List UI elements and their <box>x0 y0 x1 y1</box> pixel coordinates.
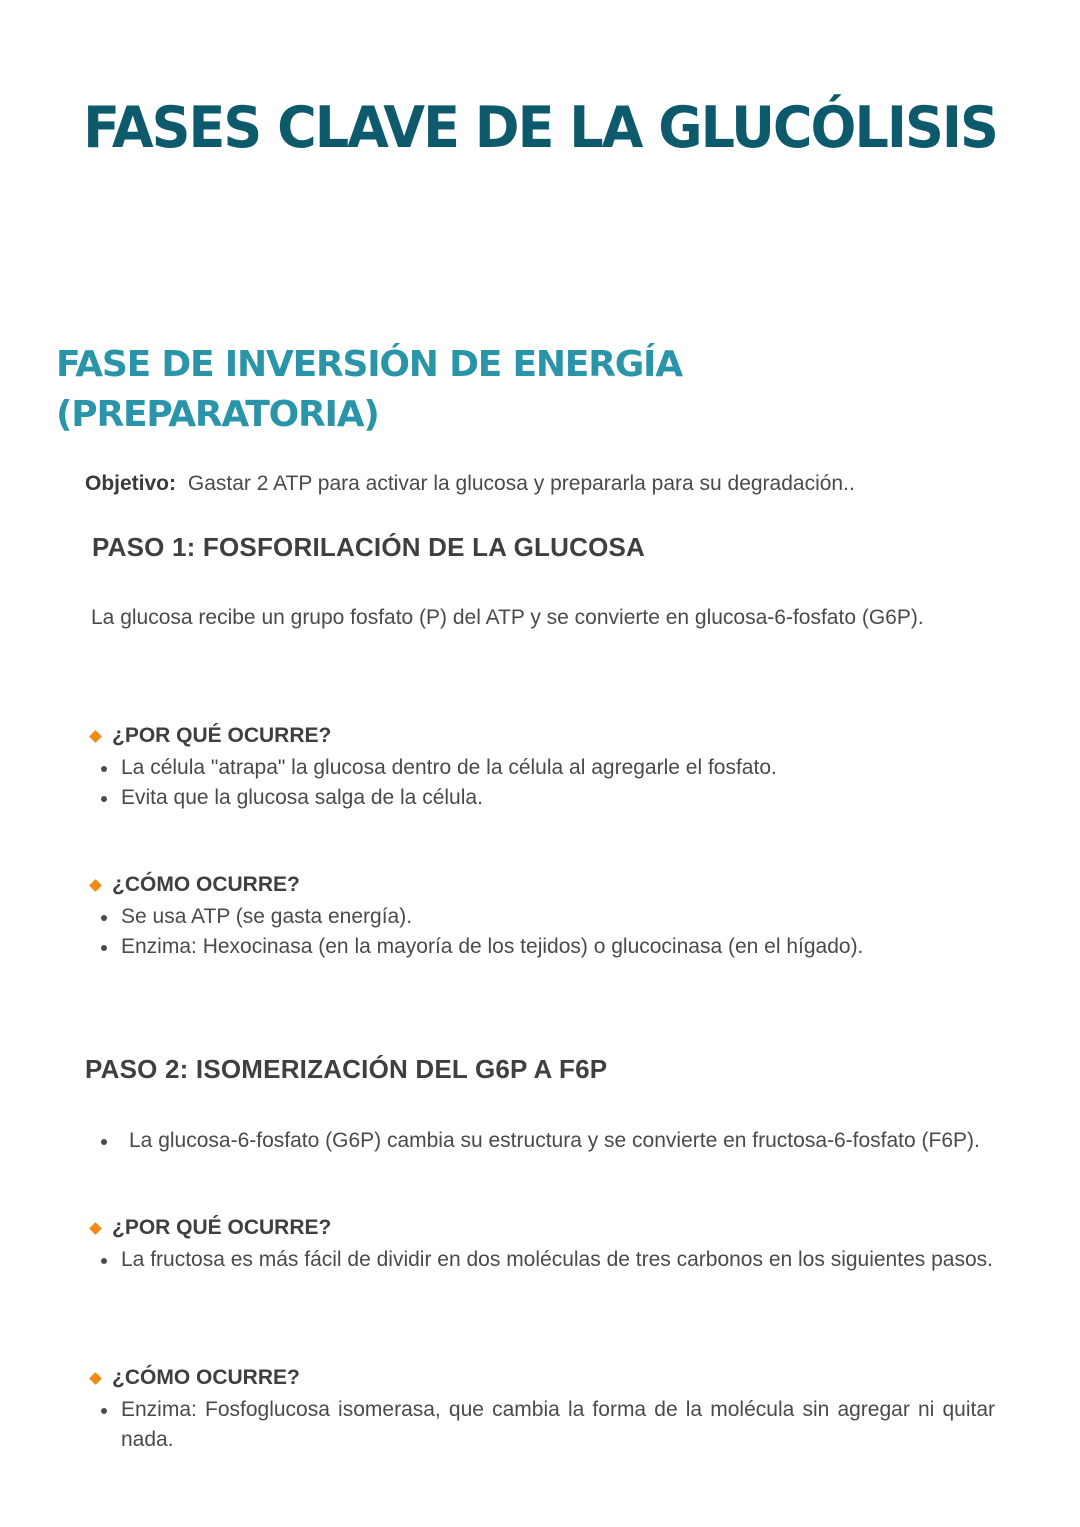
objective-label: Objetivo: <box>85 472 177 495</box>
diamond-bullet-icon <box>89 730 102 743</box>
diamond-bullet-icon <box>89 879 102 892</box>
list-item: Enzima: Fosfoglucosa isomerasa, que cambia la forma de la molécula sin agregar ni quitar nada. <box>121 1395 995 1455</box>
step-1-how-list <box>121 902 1001 962</box>
step-2-description-list <box>121 1126 995 1156</box>
step-2-why-heading <box>88 1216 331 1240</box>
list-item: Se usa ATP (se gasta energía). <box>121 902 1001 932</box>
step-2-how-heading <box>88 1366 300 1390</box>
step-1-title: PASO 1: FOSFORILACIÓN DE LA GLUCOSA <box>92 532 646 562</box>
page-title: FASES CLAVE DE LA GLUCÓLISIS <box>83 94 997 161</box>
diamond-bullet-icon <box>89 1222 102 1235</box>
list-item: La fructosa es más fácil de dividir en dos moléculas de tres carbonos en los siguientes pasos. <box>121 1245 995 1275</box>
step-1-how-heading-text: ¿CÓMO OCURRE? <box>112 873 300 896</box>
step-2-why-heading-text: ¿POR QUÉ OCURRE? <box>112 1216 332 1239</box>
objective <box>85 472 855 496</box>
step-2-why-list <box>121 1245 995 1275</box>
diamond-bullet-icon <box>89 1372 102 1385</box>
step-1-description: La glucosa recibe un grupo fosfato (P) del ATP y se convierte en glucosa-6-fosfato (G6P). <box>91 606 924 629</box>
step-1-why-heading-text: ¿POR QUÉ OCURRE? <box>112 724 332 747</box>
list-item: Enzima: Hexocinasa (en la mayoría de los tejidos) o glucocinasa (en el hígado). <box>121 932 1001 962</box>
step-2-title: PASO 2: ISOMERIZACIÓN DEL G6P A F6P <box>85 1054 608 1084</box>
section-title-line1: FASE DE INVERSIÓN DE ENERGÍA <box>56 344 682 385</box>
objective-text: Gastar 2 ATP para activar la glucosa y prepararla para su degradación.. <box>187 472 855 495</box>
step-2-how-heading-text: ¿CÓMO OCURRE? <box>112 1366 300 1389</box>
step-2-description: La glucosa-6-fosfato (G6P) cambia su estructura y se convierte en fructosa-6-fosfato (F6P). <box>121 1126 995 1156</box>
section-title-line2: (PREPARATORIA) <box>56 394 379 435</box>
step-1-why-heading <box>88 724 331 748</box>
section-title <box>56 340 682 440</box>
step-1-how-heading <box>88 873 300 897</box>
step-1-why-list <box>121 753 1001 813</box>
list-item: La célula "atrapa" la glucosa dentro de la célula al agregarle el fosfato. <box>121 753 1001 783</box>
list-item: Evita que la glucosa salga de la célula. <box>121 783 1001 813</box>
step-2-how-list <box>121 1395 995 1455</box>
